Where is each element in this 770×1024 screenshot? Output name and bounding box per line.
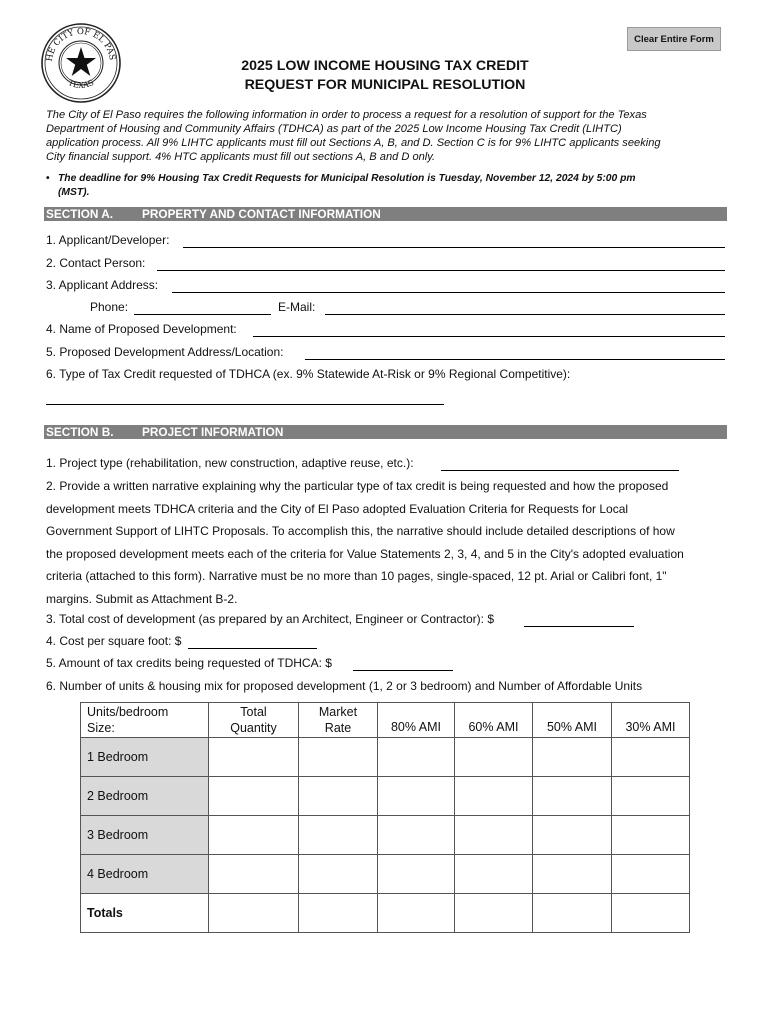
narrative-line: the proposed development meets each of the criteria for Value Statements 2, 3, 4, and 5 in the City's adopted evaluation: [46, 546, 684, 561]
tax-credit-amount-label: 5. Amount of tax credits being requested of TDHCA: $: [46, 656, 332, 670]
intro-line: The City of El Paso requires the following information in order to process a request for a resolution of support for the Texas: [46, 109, 647, 121]
table-cell[interactable]: [455, 738, 533, 777]
intro-line: City financial support. 4% HTC applicants must fill out sections A, B and D only.: [46, 151, 436, 163]
contact-person-input[interactable]: [157, 260, 725, 272]
cell-input[interactable]: [455, 738, 532, 776]
header-50-ami: 50% AMI: [533, 703, 612, 738]
cost-per-sqft-label: 4. Cost per square foot: $: [46, 634, 182, 648]
table-cell[interactable]: [299, 894, 378, 933]
table-cell[interactable]: [299, 738, 378, 777]
project-type-field[interactable]: [441, 456, 679, 471]
cell-input[interactable]: [455, 855, 532, 893]
section-b-number: SECTION B.: [46, 425, 114, 439]
section-a-title: PROPERTY AND CONTACT INFORMATION: [142, 207, 381, 221]
applicant-address-field[interactable]: [172, 278, 725, 293]
table-cell[interactable]: [533, 777, 612, 816]
table-cell[interactable]: [299, 855, 378, 894]
table-cell[interactable]: [378, 738, 455, 777]
narrative-line: development meets TDHCA criteria and the City of El Paso adopted Evaluation Criteria for Requests for Local: [46, 501, 629, 516]
table-row: [81, 816, 690, 855]
table-row: [81, 777, 690, 816]
total-cost-label: 3. Total cost of development (as prepared by an Architect, Engineer or Contractor): $: [46, 612, 495, 626]
table-cell[interactable]: [612, 816, 690, 855]
project-type-label: 1. Project type (rehabilitation, new construction, adaptive reuse, etc.):: [46, 456, 414, 470]
section-a-number: SECTION A.: [46, 207, 114, 221]
email-input[interactable]: [325, 304, 725, 316]
cell-input[interactable]: [209, 777, 298, 815]
table-cell[interactable]: [533, 738, 612, 777]
contact-person-field[interactable]: [157, 256, 725, 271]
table-cell[interactable]: [455, 855, 533, 894]
header-60-ami: 60% AMI: [455, 703, 533, 738]
narrative-instructions: [46, 475, 736, 610]
tax-credit-amount-field[interactable]: [353, 656, 453, 671]
section-b-header: [44, 425, 727, 439]
applicant-developer-field[interactable]: [183, 233, 725, 248]
table-cell[interactable]: [378, 777, 455, 816]
table-row: [81, 855, 690, 894]
table-cell[interactable]: [299, 816, 378, 855]
cost-per-sqft-input[interactable]: [188, 638, 317, 650]
table-cell[interactable]: [209, 894, 299, 933]
cell-input[interactable]: [299, 777, 377, 815]
tax-credit-amount-input[interactable]: [353, 660, 453, 672]
cell-input[interactable]: [299, 894, 377, 932]
units-mix-label: 6. Number of units & housing mix for proposed development (1, 2 or 3 bedroom) and Number of Affordable Units: [46, 679, 643, 693]
email-field[interactable]: [325, 300, 725, 315]
development-address-input[interactable]: [305, 349, 725, 361]
table-cell[interactable]: [209, 855, 299, 894]
table-cell[interactable]: [533, 816, 612, 855]
row-label-1-bedroom: 1 Bedroom: [81, 738, 209, 777]
intro-paragraph: [46, 108, 726, 164]
deadline-line: The deadline for 9% Housing Tax Credit Requests for Municipal Resolution is Tuesday, November 12, 2024 by 5:00 pm: [58, 173, 636, 184]
table-cell[interactable]: [378, 855, 455, 894]
deadline-line: (MST).: [58, 187, 90, 198]
cell-input[interactable]: [612, 894, 689, 932]
cell-input[interactable]: [378, 777, 454, 815]
cell-input[interactable]: [299, 855, 377, 893]
table-cell[interactable]: [209, 816, 299, 855]
table-cell[interactable]: [612, 894, 690, 933]
cell-input[interactable]: [455, 777, 532, 815]
narrative-line: criteria (attached to this form). Narrative must be no more than 10 pages, single-spaced, 12 pt. Arial or Calibri font, 1": [46, 569, 667, 583]
table-cell[interactable]: [209, 777, 299, 816]
narrative-line: margins. Submit as Attachment B-2.: [46, 591, 238, 606]
applicant-address-label: 3. Applicant Address:: [46, 278, 159, 292]
seal-top-text: HE CITY OF EL PAS: [44, 26, 117, 63]
table-cell[interactable]: [612, 777, 690, 816]
phone-field[interactable]: [134, 300, 271, 315]
project-type-input[interactable]: [441, 460, 679, 472]
deadline-notice: [46, 172, 726, 200]
section-b-title: PROJECT INFORMATION: [142, 425, 284, 439]
cell-input[interactable]: [612, 777, 689, 815]
cell-input[interactable]: [209, 816, 298, 854]
applicant-developer-label: 1. Applicant/Developer:: [46, 233, 170, 247]
cost-per-sqft-field[interactable]: [188, 634, 317, 649]
row-label-2-bedroom: 2 Bedroom: [81, 777, 209, 816]
row-label-totals: Totals: [81, 894, 209, 933]
seal-bottom-text: TEXAS: [66, 77, 96, 90]
contact-person-label: 2. Contact Person:: [46, 256, 146, 270]
table-cell[interactable]: [378, 894, 455, 933]
total-cost-input[interactable]: [524, 616, 634, 628]
table-cell[interactable]: [209, 738, 299, 777]
cell-input[interactable]: [612, 855, 689, 893]
cell-input[interactable]: [209, 894, 298, 932]
cell-input[interactable]: [378, 738, 454, 776]
cell-input[interactable]: [533, 738, 611, 776]
development-address-label: 5. Proposed Development Address/Location:: [46, 345, 284, 359]
table-cell[interactable]: [455, 816, 533, 855]
header-30-ami: 30% AMI: [612, 703, 690, 738]
header-total-quantity: Total Quantity: [209, 703, 299, 738]
cell-input[interactable]: [299, 816, 377, 854]
total-cost-field[interactable]: [524, 612, 634, 627]
development-address-field[interactable]: [305, 345, 725, 360]
bullet-icon: •: [46, 173, 50, 184]
table-cell[interactable]: [533, 855, 612, 894]
cell-input[interactable]: [209, 855, 298, 893]
table-cell[interactable]: [612, 738, 690, 777]
phone-label: Phone:: [90, 300, 129, 314]
row-label-3-bedroom: 3 Bedroom: [81, 816, 209, 855]
cell-input[interactable]: [612, 738, 689, 776]
row-label-4-bedroom: 4 Bedroom: [81, 855, 209, 894]
phone-input[interactable]: [134, 304, 271, 316]
table-cell[interactable]: [378, 816, 455, 855]
form-title-line-1: 2025 LOW INCOME HOUSING TAX CREDIT: [241, 58, 529, 74]
cell-input[interactable]: [378, 894, 454, 932]
applicant-developer-input[interactable]: [183, 237, 725, 249]
section-a-header: [44, 207, 727, 221]
table-totals-row: [81, 894, 690, 933]
table-cell[interactable]: [299, 777, 378, 816]
intro-line: application process. All 9% LIHTC applicants must fill out Sections A, B, and D. Section C is for 9% LIHTC applicants seeking: [46, 137, 661, 149]
table-cell[interactable]: [455, 777, 533, 816]
cell-input[interactable]: [612, 816, 689, 854]
tax-credit-type-label: 6. Type of Tax Credit requested of TDHCA (ex. 9% Statewide At-Risk or 9% Regional Competitive):: [46, 367, 571, 381]
cell-input[interactable]: [455, 816, 532, 854]
cell-input[interactable]: [378, 855, 454, 893]
table-cell[interactable]: [455, 894, 533, 933]
table-cell[interactable]: [612, 855, 690, 894]
development-name-input[interactable]: [253, 326, 725, 338]
email-label: E-Mail:: [278, 300, 316, 314]
applicant-address-input[interactable]: [172, 282, 725, 294]
intro-line: Department of Housing and Community Affairs (TDHCA) as part of the 2025 Low Income Housing Tax Credit (LIHTC): [46, 123, 622, 135]
tax-credit-type-input[interactable]: [46, 394, 444, 406]
table-header-row: [81, 703, 690, 738]
header-units-bedroom: Units/bedroom Size:: [81, 703, 209, 738]
narrative-line: Government Support of LIHTC Proposals. To accomplish this, the narrative should include detailed descriptions of how: [46, 524, 675, 538]
cell-input[interactable]: [378, 816, 454, 854]
cell-input[interactable]: [209, 738, 298, 776]
cell-input[interactable]: [533, 777, 611, 815]
clear-form-button[interactable]: Clear Entire Form: [627, 27, 721, 51]
cell-input[interactable]: [455, 894, 532, 932]
development-name-field[interactable]: [253, 322, 725, 337]
development-name-label: 4. Name of Proposed Development:: [46, 322, 237, 336]
header-80-ami: 80% AMI: [378, 703, 455, 738]
form-title-line-2: REQUEST FOR MUNICIPAL RESOLUTION: [244, 77, 526, 93]
table-cell[interactable]: [533, 894, 612, 933]
units-table: [80, 702, 690, 933]
header-market-rate: Market Rate: [299, 703, 378, 738]
cell-input[interactable]: [533, 855, 611, 893]
cell-input[interactable]: [299, 738, 377, 776]
cell-input[interactable]: [533, 816, 611, 854]
table-row: [81, 738, 690, 777]
tax-credit-type-field[interactable]: [46, 390, 444, 405]
narrative-line: 2. Provide a written narrative explaining why the particular type of tax credit is being requested and how the proposed: [46, 479, 669, 493]
cell-input[interactable]: [533, 894, 611, 932]
